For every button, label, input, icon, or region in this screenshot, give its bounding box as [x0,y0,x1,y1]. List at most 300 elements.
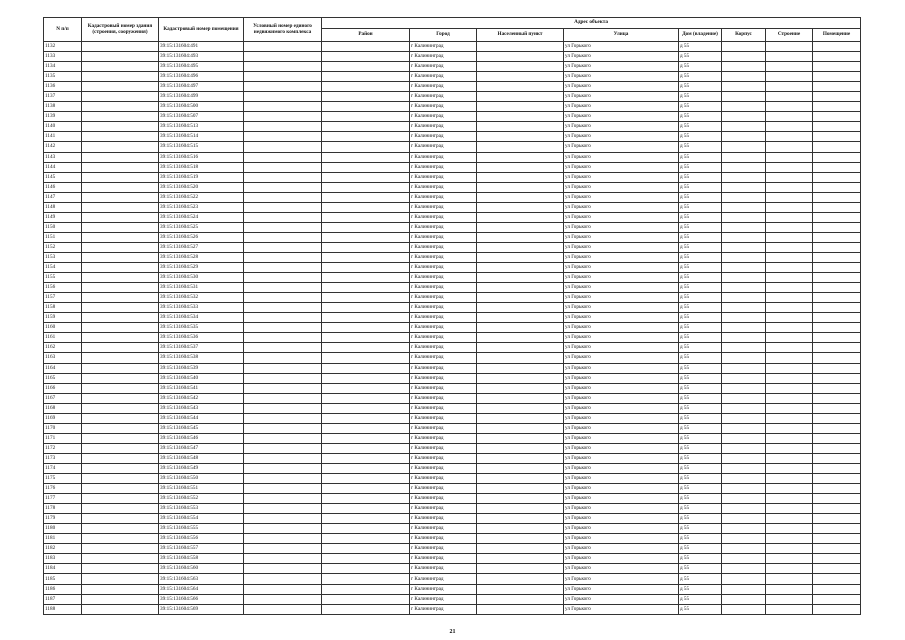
cell-district [322,62,410,72]
cell-settlement [477,232,564,242]
cell-block [722,433,766,443]
cell-city: г Калининград [410,594,477,604]
cell-city: г Калининград [410,142,477,152]
cell-building [766,564,813,574]
cell-street: ул Горького [564,353,679,363]
cell-room-cadastral: 39:15:131604:538 [159,353,244,363]
cell-block [722,72,766,82]
cell-building-cadastral [82,212,159,222]
cell-block [722,504,766,514]
cell-building [766,484,813,494]
cell-house: д 55 [679,534,722,544]
table-row [44,62,861,72]
cell-street: ул Горького [564,293,679,303]
cell-building [766,443,813,453]
cell-house: д 55 [679,132,722,142]
header-building-cadastral: Кадастровый номер здания (строения, сооружения) [82,18,159,42]
table-row [44,172,861,182]
cell-building [766,82,813,92]
header-settlement: Населенный пункт [477,29,564,42]
cell-city: г Калининград [410,72,477,82]
cell-room-cadastral: 39:15:131604:542 [159,393,244,403]
cell-district [322,323,410,333]
cell-building-cadastral [82,383,159,393]
cell-house: д 55 [679,252,722,262]
cell-block [722,333,766,343]
cell-building-cadastral [82,413,159,423]
cell-settlement [477,333,564,343]
cell-house: д 55 [679,514,722,524]
cell-room-cadastral: 39:15:131604:569 [159,604,244,614]
cell-city: г Калининград [410,453,477,463]
cell-district [322,112,410,122]
cell-building-cadastral [82,544,159,554]
table-row [44,353,861,363]
cell-room-cadastral: 39:15:131604:497 [159,82,244,92]
cell-settlement [477,393,564,403]
cell-block [722,82,766,92]
cell-room [813,574,861,584]
cell-house: д 55 [679,574,722,584]
cell-building-cadastral [82,443,159,453]
cell-building [766,192,813,202]
cell-room [813,534,861,544]
cell-block [722,242,766,252]
cell-building-cadastral [82,192,159,202]
cell-street: ул Горького [564,433,679,443]
cell-block [722,443,766,453]
cell-room-cadastral: 39:15:131604:516 [159,152,244,162]
cell-building-cadastral [82,132,159,142]
cell-building-cadastral [82,403,159,413]
cell-complex-number [244,192,322,202]
cell-settlement [477,162,564,172]
cell-block [722,313,766,323]
cell-num: 1149 [44,212,82,222]
cell-city: г Калининград [410,192,477,202]
cell-building [766,584,813,594]
cell-settlement [477,242,564,252]
cell-house: д 55 [679,92,722,102]
cell-complex-number [244,232,322,242]
cell-building [766,524,813,534]
cell-room-cadastral: 39:15:131604:527 [159,242,244,252]
cell-settlement [477,504,564,514]
cell-num: 1146 [44,182,82,192]
cell-num: 1163 [44,353,82,363]
cell-room-cadastral: 39:15:131604:544 [159,413,244,423]
cell-city: г Калининград [410,232,477,242]
cell-house: д 55 [679,443,722,453]
cell-num: 1139 [44,112,82,122]
cell-building-cadastral [82,484,159,494]
cell-complex-number [244,323,322,333]
cell-street: ул Горького [564,393,679,403]
cell-building-cadastral [82,293,159,303]
cell-settlement [477,594,564,604]
cell-block [722,283,766,293]
cell-district [322,484,410,494]
cell-house: д 55 [679,293,722,303]
cell-settlement [477,343,564,353]
cell-room [813,363,861,373]
cell-complex-number [244,564,322,574]
cell-room-cadastral: 39:15:131604:515 [159,142,244,152]
cell-district [322,584,410,594]
cell-num: 1185 [44,574,82,584]
cell-room [813,484,861,494]
cell-num: 1173 [44,453,82,463]
cell-house: д 55 [679,172,722,182]
table-row [44,393,861,403]
cell-building [766,202,813,212]
cell-room [813,413,861,423]
cell-building [766,62,813,72]
cell-building [766,323,813,333]
cell-block [722,373,766,383]
cell-district [322,162,410,172]
cell-block [722,152,766,162]
cell-house: д 55 [679,594,722,604]
cell-house: д 55 [679,263,722,273]
cell-num: 1145 [44,172,82,182]
cell-building [766,463,813,473]
cell-city: г Калининград [410,62,477,72]
cell-num: 1148 [44,202,82,212]
cell-complex-number [244,343,322,353]
cell-city: г Калининград [410,423,477,433]
cell-street: ул Горького [564,604,679,614]
cell-district [322,52,410,62]
cell-room [813,604,861,614]
cell-district [322,524,410,534]
cell-district [322,423,410,433]
cell-street: ул Горького [564,182,679,192]
cell-complex-number [244,162,322,172]
table-row [44,383,861,393]
cell-building [766,152,813,162]
cell-building [766,534,813,544]
cell-room [813,383,861,393]
cell-building-cadastral [82,474,159,484]
cell-room [813,373,861,383]
cell-building-cadastral [82,72,159,82]
cell-street: ул Горького [564,584,679,594]
cell-house: д 55 [679,323,722,333]
cell-building-cadastral [82,162,159,172]
cell-street: ул Горького [564,534,679,544]
cell-building-cadastral [82,373,159,383]
cell-street: ул Горького [564,263,679,273]
cell-street: ул Горького [564,383,679,393]
cell-building-cadastral [82,182,159,192]
cell-building-cadastral [82,584,159,594]
cell-building [766,604,813,614]
cell-settlement [477,313,564,323]
cell-building-cadastral [82,433,159,443]
cell-num: 1134 [44,62,82,72]
cell-settlement [477,212,564,222]
cell-settlement [477,474,564,484]
cell-complex-number [244,92,322,102]
cell-complex-number [244,333,322,343]
cell-num: 1180 [44,524,82,534]
cell-block [722,383,766,393]
cell-building [766,293,813,303]
header-room: Помещение [813,29,861,42]
register-sheet [43,17,860,615]
cell-building-cadastral [82,524,159,534]
cell-num: 1187 [44,594,82,604]
cell-num: 1160 [44,323,82,333]
cell-room-cadastral: 39:15:131604:493 [159,52,244,62]
cell-block [722,92,766,102]
cell-street: ул Горького [564,403,679,413]
table-row [44,363,861,373]
cell-room [813,514,861,524]
cell-district [322,92,410,102]
cell-building [766,504,813,514]
cell-building [766,544,813,554]
cell-building [766,122,813,132]
cell-block [722,584,766,594]
header-house: Дом (владение) [679,29,722,42]
table-row [44,373,861,383]
cell-district [322,474,410,484]
cell-room [813,544,861,554]
cell-settlement [477,222,564,232]
cell-city: г Калининград [410,554,477,564]
header-address-group: Адрес объекта [322,18,861,29]
cell-room-cadastral: 39:15:131604:524 [159,212,244,222]
cell-num: 1174 [44,463,82,473]
cell-building [766,313,813,323]
cell-block [722,323,766,333]
cell-city: г Калининград [410,393,477,403]
cell-street: ул Горького [564,333,679,343]
cell-district [322,263,410,273]
cell-room-cadastral: 39:15:131604:535 [159,323,244,333]
cell-house: д 55 [679,554,722,564]
cell-num: 1164 [44,363,82,373]
table-row [44,524,861,534]
cell-building [766,363,813,373]
cell-city: г Калининград [410,42,477,52]
cell-room [813,393,861,403]
cell-building [766,453,813,463]
cell-house: д 55 [679,494,722,504]
cell-house: д 55 [679,222,722,232]
cell-room [813,232,861,242]
cell-block [722,162,766,172]
table-row [44,263,861,273]
cell-building-cadastral [82,333,159,343]
cell-building-cadastral [82,142,159,152]
cell-complex-number [244,474,322,484]
cell-block [722,393,766,403]
cell-num: 1132 [44,42,82,52]
cell-block [722,202,766,212]
cell-room-cadastral: 39:15:131604:553 [159,504,244,514]
cell-building [766,554,813,564]
cell-building [766,353,813,363]
table-row [44,433,861,443]
cell-block [722,403,766,413]
cell-building [766,373,813,383]
cell-num: 1140 [44,122,82,132]
cell-city: г Калининград [410,433,477,443]
cell-street: ул Горького [564,554,679,564]
cell-block [722,594,766,604]
cell-street: ул Горького [564,343,679,353]
cell-city: г Калининград [410,514,477,524]
cell-num: 1170 [44,423,82,433]
cell-room-cadastral: 39:15:131604:500 [159,102,244,112]
cell-num: 1135 [44,72,82,82]
cell-building [766,142,813,152]
cell-num: 1166 [44,383,82,393]
cell-room [813,283,861,293]
table-row [44,504,861,514]
cell-street: ул Горького [564,413,679,423]
cell-building [766,474,813,484]
cell-room-cadastral: 39:15:131604:507 [159,112,244,122]
cell-building-cadastral [82,283,159,293]
cell-room-cadastral: 39:15:131604:519 [159,172,244,182]
cell-num: 1137 [44,92,82,102]
cell-street: ул Горького [564,313,679,323]
cell-street: ул Горького [564,544,679,554]
table-row [44,554,861,564]
cell-street: ул Горького [564,494,679,504]
cell-street: ул Горького [564,152,679,162]
cell-district [322,82,410,92]
cell-num: 1138 [44,102,82,112]
cell-building-cadastral [82,252,159,262]
cell-city: г Калининград [410,403,477,413]
cell-settlement [477,112,564,122]
table-row [44,574,861,584]
cell-settlement [477,273,564,283]
cell-city: г Калининград [410,242,477,252]
cell-building [766,514,813,524]
cell-district [322,413,410,423]
table-row [44,604,861,614]
cell-room [813,82,861,92]
cell-building-cadastral [82,303,159,313]
cell-room-cadastral: 39:15:131604:552 [159,494,244,504]
cell-district [322,504,410,514]
cell-complex-number [244,52,322,62]
cell-block [722,413,766,423]
cell-city: г Калининград [410,373,477,383]
cell-street: ул Горького [564,323,679,333]
cell-room [813,172,861,182]
cell-room [813,303,861,313]
cell-settlement [477,604,564,614]
cell-num: 1141 [44,132,82,142]
cell-building [766,383,813,393]
cell-house: д 55 [679,202,722,212]
cell-block [722,463,766,473]
cell-room [813,494,861,504]
cell-room-cadastral: 39:15:131604:529 [159,263,244,273]
cell-street: ул Горького [564,283,679,293]
cell-settlement [477,92,564,102]
cell-house: д 55 [679,112,722,122]
cell-num: 1155 [44,273,82,283]
cell-block [722,273,766,283]
cell-district [322,313,410,323]
cell-room [813,504,861,514]
cell-num: 1165 [44,373,82,383]
cell-room [813,212,861,222]
table-row [44,584,861,594]
cell-house: д 55 [679,72,722,82]
cell-street: ул Горького [564,232,679,242]
cell-district [322,142,410,152]
table-row [44,42,861,52]
cell-building-cadastral [82,423,159,433]
cell-district [322,252,410,262]
cell-room-cadastral: 39:15:131604:491 [159,42,244,52]
cell-block [722,112,766,122]
cell-settlement [477,534,564,544]
cell-city: г Калининград [410,172,477,182]
table-row [44,102,861,112]
cell-block [722,132,766,142]
cell-settlement [477,62,564,72]
cell-street: ул Горького [564,192,679,202]
cell-street: ул Горького [564,574,679,584]
cell-building-cadastral [82,202,159,212]
table-row [44,132,861,142]
cell-district [322,453,410,463]
cell-block [722,363,766,373]
cell-num: 1150 [44,222,82,232]
cell-room [813,594,861,604]
table-row [44,594,861,604]
cell-block [722,604,766,614]
cell-complex-number [244,152,322,162]
cell-house: д 55 [679,192,722,202]
cell-street: ул Горького [564,252,679,262]
table-row [44,112,861,122]
cell-complex-number [244,584,322,594]
table-row [44,142,861,152]
cell-building [766,162,813,172]
cell-num: 1151 [44,232,82,242]
cell-settlement [477,202,564,212]
cell-complex-number [244,393,322,403]
cell-block [722,252,766,262]
cell-room-cadastral: 39:15:131604:525 [159,222,244,232]
cell-city: г Калининград [410,102,477,112]
cell-settlement [477,283,564,293]
cell-num: 1152 [44,242,82,252]
cell-building [766,393,813,403]
cell-num: 1179 [44,514,82,524]
cell-district [322,514,410,524]
cell-settlement [477,494,564,504]
table-row [44,82,861,92]
cell-settlement [477,403,564,413]
cell-building-cadastral [82,514,159,524]
cell-building [766,222,813,232]
cell-complex-number [244,102,322,112]
cell-house: д 55 [679,52,722,62]
cell-room-cadastral: 39:15:131604:556 [159,534,244,544]
